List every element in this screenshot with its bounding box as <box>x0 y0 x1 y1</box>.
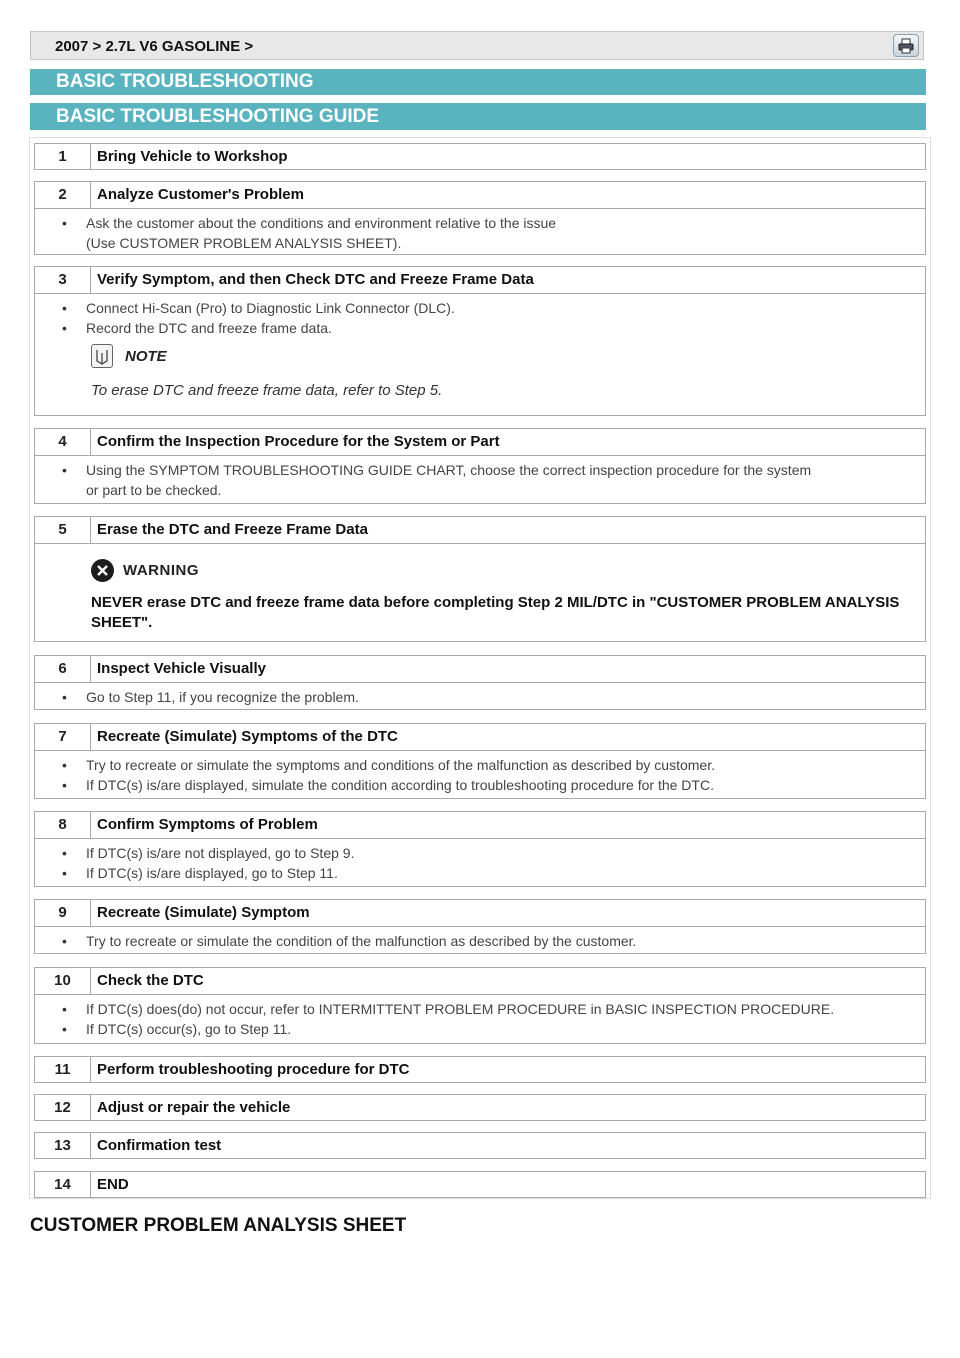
step-header <box>35 900 925 927</box>
warning-text: NEVER erase DTC and freeze frame data before completing Step 2 MIL/DTC in "CUSTOMER PROBLEM ANALYSIS SHEET". <box>91 594 900 631</box>
step-number: 5 <box>35 517 91 543</box>
step-title: Confirm the Inspection Procedure for the System or Part <box>97 433 500 450</box>
step-header <box>35 267 925 294</box>
step-10 <box>34 967 926 1044</box>
bullet-item: • Try to recreate or simulate the symptoms and conditions of the malfunction as described by customer. <box>86 755 925 775</box>
step-header <box>35 656 925 683</box>
step-13 <box>34 1132 926 1159</box>
note-box <box>35 338 925 400</box>
step-11 <box>34 1056 926 1083</box>
step-number: 12 <box>35 1095 91 1121</box>
bullet-item: • Go to Step 11, if you recognize the problem. <box>86 687 925 707</box>
bullet-item: • If DTC(s) occur(s), go to Step 11. <box>86 1019 925 1039</box>
bullet-item: • If DTC(s) does(do) not occur, refer to INTERMITTENT PROBLEM PROCEDURE in BASIC INSPECTION PROCEDURE. <box>86 999 925 1019</box>
printer-icon <box>898 38 914 54</box>
step-title: Inspect Vehicle Visually <box>97 660 266 677</box>
step-12 <box>34 1094 926 1121</box>
step-4 <box>34 428 926 504</box>
subsection-title: BASIC TROUBLESHOOTING GUIDE <box>30 103 926 130</box>
step-title: Perform troubleshooting procedure for DTC <box>97 1061 410 1078</box>
step-5 <box>34 516 926 642</box>
step-header <box>35 182 925 209</box>
step-6 <box>34 655 926 710</box>
step-title: Erase the DTC and Freeze Frame Data <box>97 521 368 538</box>
step-bullets <box>35 843 925 883</box>
step-bullets <box>35 213 925 253</box>
note-label: NOTE <box>125 348 167 365</box>
bullet-item: • Try to recreate or simulate the condition of the malfunction as described by the customer. <box>86 931 925 951</box>
bullet-item: • Connect Hi-Scan (Pro) to Diagnostic Link Connector (DLC). <box>86 298 925 318</box>
step-title: Bring Vehicle to Workshop <box>97 148 288 165</box>
step-number: 13 <box>35 1133 91 1159</box>
step-title: Confirmation test <box>97 1137 222 1154</box>
step-number: 4 <box>35 429 91 455</box>
step-title: Recreate (Simulate) Symptoms of the DTC <box>97 728 398 745</box>
step-bullets <box>35 931 925 951</box>
step-header <box>35 1057 925 1083</box>
step-title: Verify Symptom, and then Check DTC and Freeze Frame Data <box>97 271 534 288</box>
step-8 <box>34 811 926 887</box>
step-title: Check the DTC <box>97 972 204 989</box>
step-7 <box>34 723 926 799</box>
step-bullets <box>35 460 925 500</box>
step-3 <box>34 266 926 416</box>
step-number: 8 <box>35 812 91 838</box>
customer-problem-analysis-heading: CUSTOMER PROBLEM ANALYSIS SHEET <box>30 1215 407 1236</box>
bullet-item: • If DTC(s) is/are not displayed, go to Step 9. <box>86 843 925 863</box>
step-number: 10 <box>35 968 91 994</box>
step-bullets <box>35 755 925 795</box>
note-text: To erase DTC and freeze frame data, refer to Step 5. <box>91 382 443 399</box>
note-icon <box>91 344 113 368</box>
step-9 <box>34 899 926 954</box>
bullet-item: • If DTC(s) is/are displayed, go to Step 11. <box>86 863 925 883</box>
bullet-item: • If DTC(s) is/are displayed, simulate the condition according to troubleshooting procedure for the DTC. <box>86 775 925 795</box>
step-header <box>35 429 925 456</box>
step-header <box>35 724 925 751</box>
step-bullets <box>35 298 925 338</box>
step-bullets <box>35 999 925 1039</box>
step-14 <box>34 1171 926 1198</box>
step-number: 6 <box>35 656 91 682</box>
warning-box <box>35 544 925 640</box>
step-header <box>35 144 925 170</box>
step-1 <box>34 143 926 170</box>
bullet-item: • Record the DTC and freeze frame data. <box>86 318 925 338</box>
step-number: 2 <box>35 182 91 208</box>
step-header <box>35 1133 925 1159</box>
step-title: END <box>97 1176 129 1193</box>
step-number: 7 <box>35 724 91 750</box>
step-header <box>35 968 925 995</box>
section-title: BASIC TROUBLESHOOTING <box>30 69 926 95</box>
step-number: 11 <box>35 1057 91 1083</box>
step-title: Confirm Symptoms of Problem <box>97 816 318 833</box>
breadcrumb-bar <box>30 31 924 60</box>
step-title: Analyze Customer's Problem <box>97 186 304 203</box>
step-number: 3 <box>35 267 91 293</box>
step-number: 1 <box>35 144 91 170</box>
bullet-item: • Ask the customer about the conditions and environment relative to the issue (Use CUSTOMER PROBLEM ANALYSIS SHEET). <box>86 213 925 253</box>
print-button[interactable] <box>893 34 919 57</box>
bullet-item: • Using the SYMPTOM TROUBLESHOOTING GUIDE CHART, choose the correct inspection procedure for the system or part to be checked. <box>86 460 925 500</box>
step-header <box>35 517 925 544</box>
step-2 <box>34 181 926 255</box>
step-header <box>35 1172 925 1198</box>
warning-icon <box>91 559 114 582</box>
warning-label: WARNING <box>123 562 199 579</box>
step-bullets <box>35 687 925 707</box>
step-number: 9 <box>35 900 91 926</box>
step-title: Adjust or repair the vehicle <box>97 1099 291 1116</box>
step-title: Recreate (Simulate) Symptom <box>97 904 310 921</box>
step-header <box>35 1095 925 1121</box>
breadcrumb: 2007 > 2.7L V6 GASOLINE > <box>55 38 254 55</box>
step-number: 14 <box>35 1172 91 1198</box>
step-header <box>35 812 925 839</box>
